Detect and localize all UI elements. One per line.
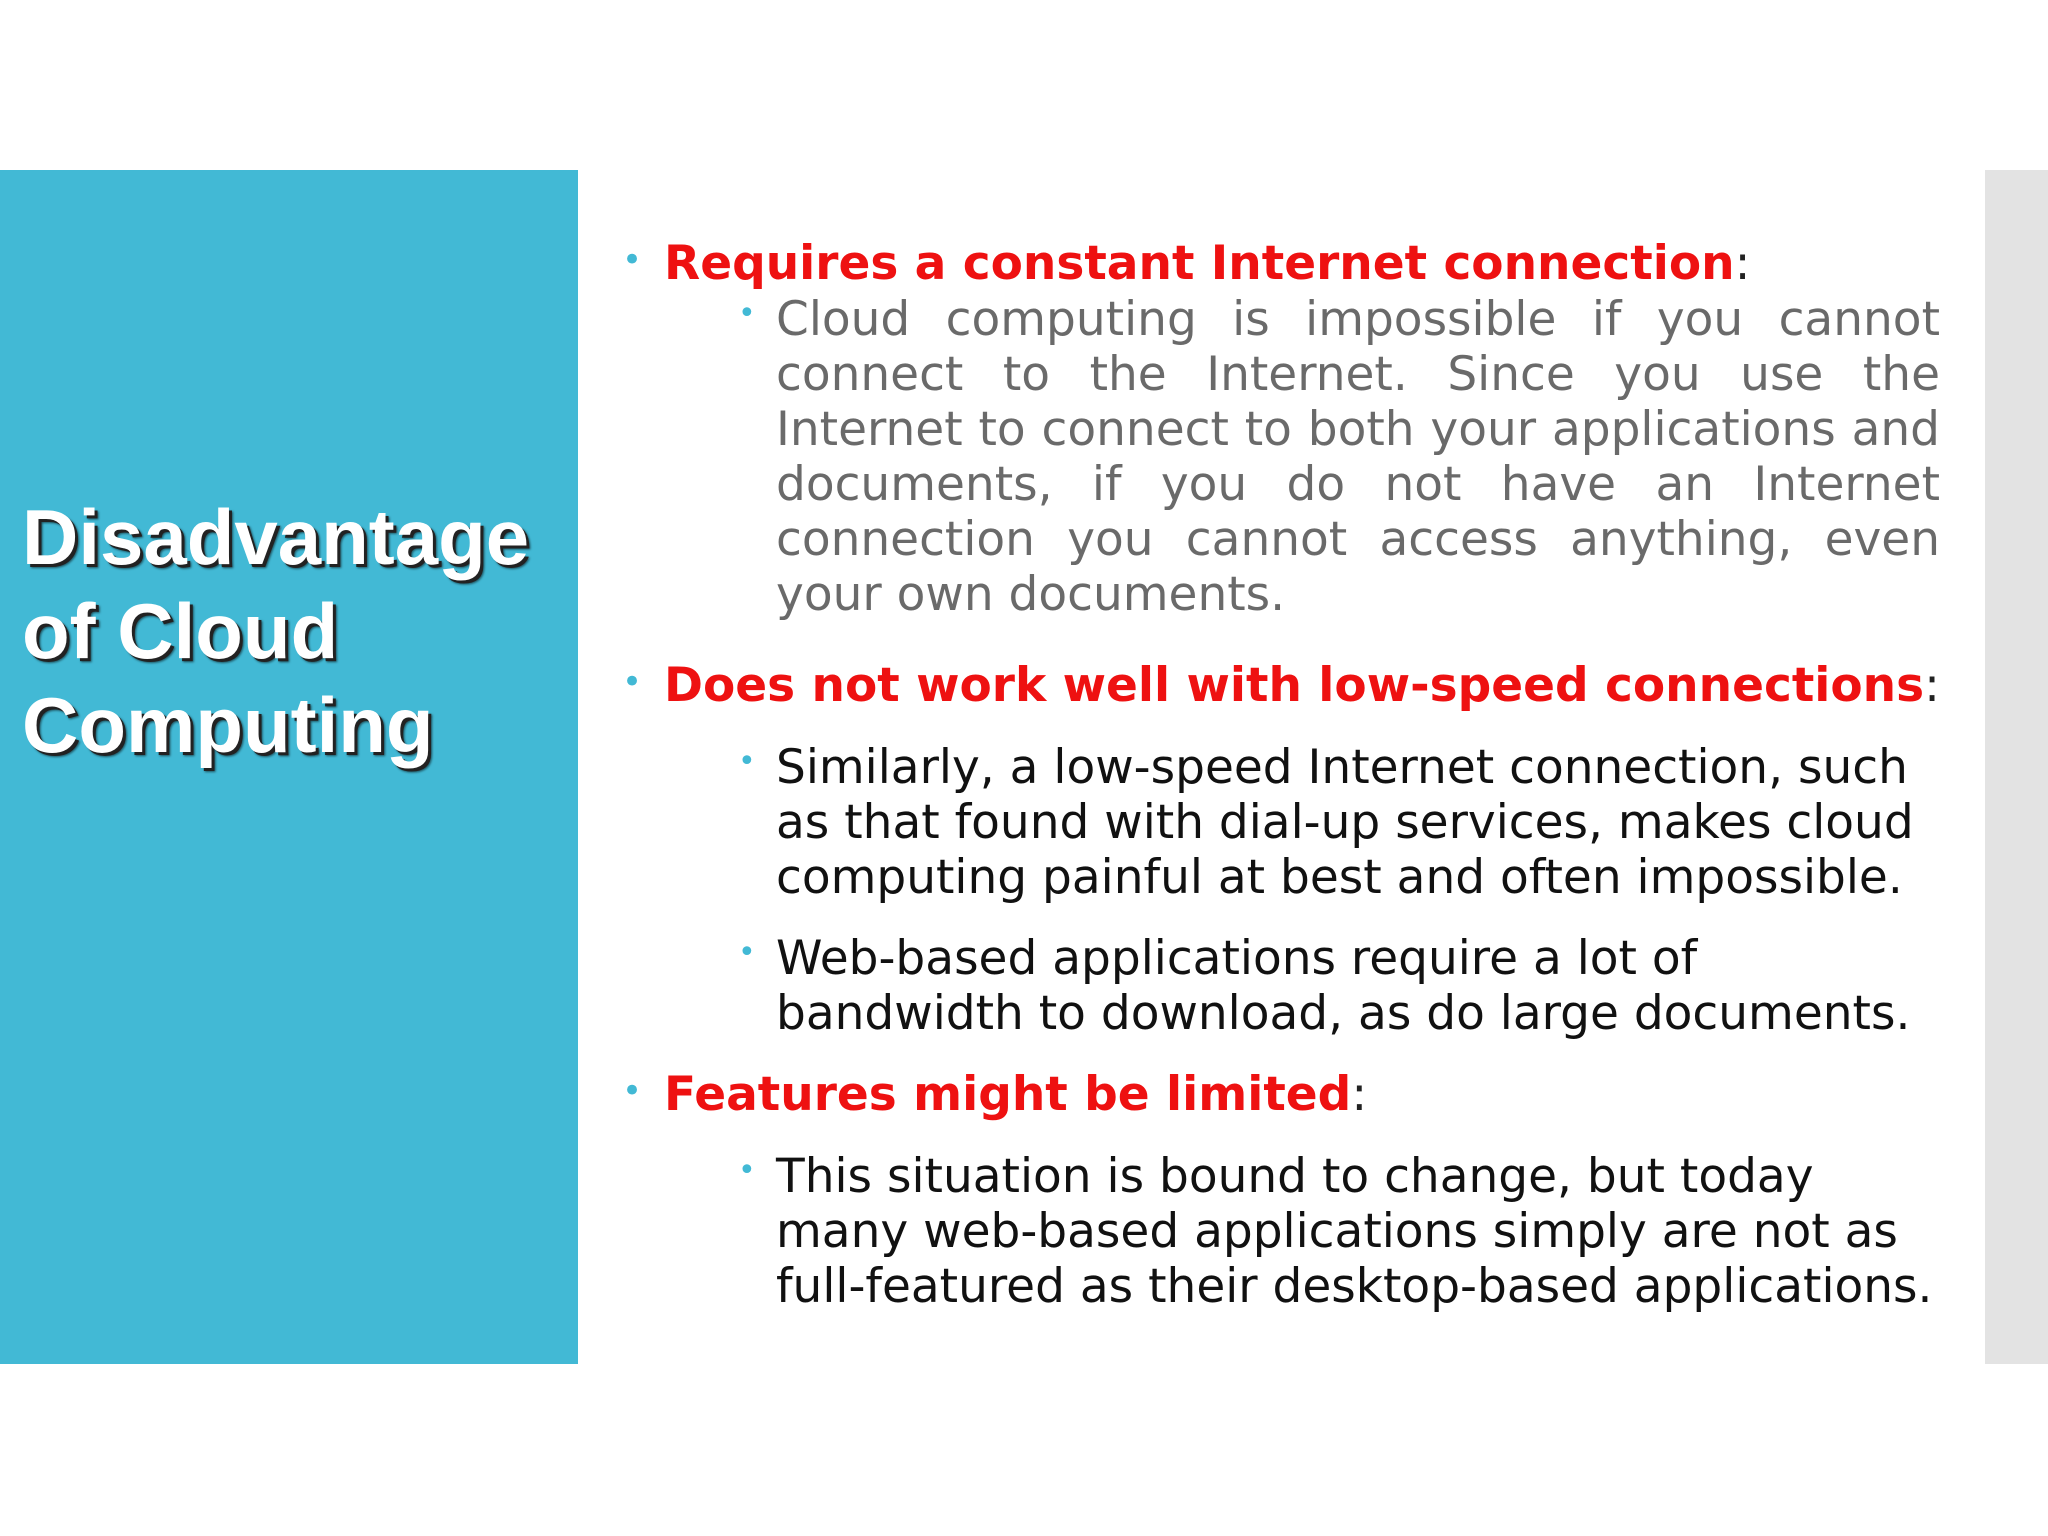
detail-text: Web-based applications require a lot of bandwidth to download, as do large documents. [776, 931, 1911, 1041]
list-item-heading [622, 658, 1940, 714]
detail-text: Cloud computing is impossible if you cannot connect to the Internet. Since you use the Internet to connect to both your applications and documents, if you do not have an Internet connection you cannot access anything, even your own documents. [776, 292, 1940, 622]
heading-text: Does not work well with low-speed connections [664, 658, 1925, 713]
bullet-icon: • [738, 744, 756, 779]
list-item-heading [622, 236, 1940, 292]
heading-colon: : [1351, 1067, 1368, 1122]
detail-text: This situation is bound to change, but today many web-based applications simply are not as full-featured as their desktop-based applications. [776, 1149, 1933, 1314]
bullet-icon: • [622, 240, 643, 280]
bullet-icon: • [738, 935, 756, 970]
bullet-icon: • [622, 662, 643, 702]
bullet-list [622, 236, 1940, 1314]
bullet-icon: • [738, 296, 756, 331]
list-item-detail [738, 292, 1940, 622]
heading-colon: : [1734, 236, 1751, 291]
list-item-detail [738, 931, 1940, 1041]
bullet-icon: • [622, 1071, 643, 1111]
list-item-detail [738, 740, 1940, 905]
bullet-icon: • [738, 1153, 756, 1188]
heading-text: Requires a constant Internet connection [664, 236, 1735, 291]
list-item-heading [622, 1067, 1940, 1123]
heading-colon: : [1924, 658, 1940, 713]
heading-text: Features might be limited [664, 1067, 1352, 1122]
slide-title: Disadvantage of Cloud Computing [22, 493, 530, 769]
detail-text: Similarly, a low-speed Internet connection, such as that found with dial-up services, makes cloud computing painful at best and often impossible. [776, 740, 1914, 905]
list-item-detail [738, 1149, 1940, 1314]
right-decor-strip [1985, 170, 2048, 1364]
